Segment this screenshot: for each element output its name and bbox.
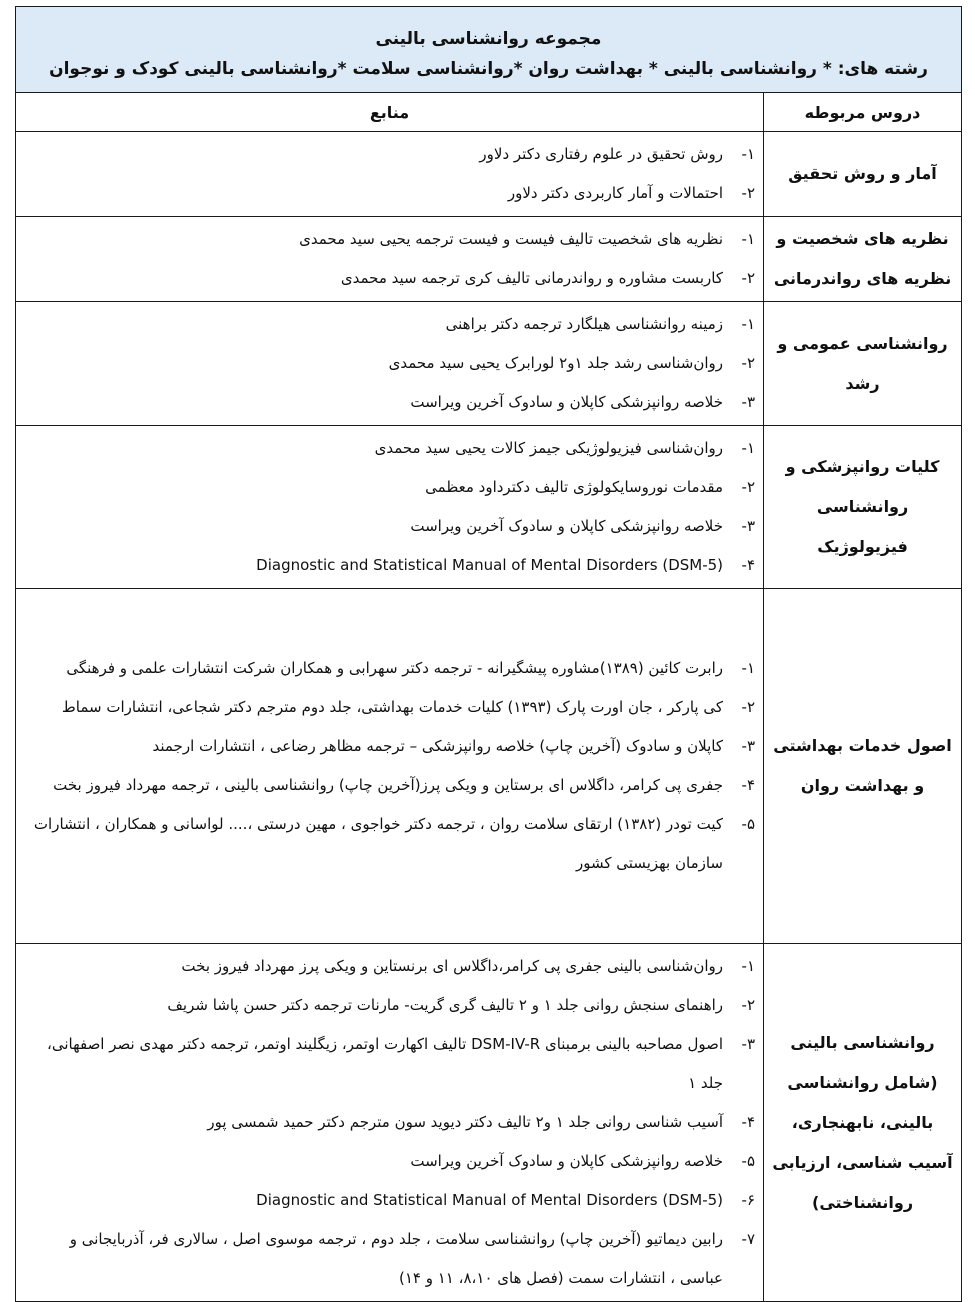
list-item — [26, 947, 755, 986]
list-item — [26, 766, 755, 805]
sources-list — [26, 135, 755, 213]
item-text: کیت تودر (۱۳۸۲) ارتقای سلامت روان ، ترجمه دکتر خواجوی ، مهین درستی ،.... لواسانی و همکاران ، انتشارات سازمان بهزیستی کشور — [33, 815, 724, 872]
list-item — [26, 468, 755, 507]
list-item — [26, 688, 755, 727]
course-name: کلیات روانپزشکی و روانشناسی فیزیولوژیک — [764, 426, 962, 589]
sources-cell — [16, 944, 764, 1302]
sources-cell — [16, 132, 764, 217]
item-text: روان‌شناسی بالینی جفری پی کرامر،داگلاس ای برنستاین و ویکی پرز مهرداد فیروز بخت — [181, 957, 724, 975]
item-number: ۱- — [741, 145, 756, 163]
table-row — [16, 944, 962, 1302]
item-number: ۳- — [741, 737, 756, 755]
list-item — [26, 986, 755, 1025]
item-number: ۷- — [741, 1230, 756, 1248]
sources-cell — [16, 302, 764, 426]
list-item — [26, 344, 755, 383]
sources-cell — [16, 426, 764, 589]
item-text: زمینه روانشناسی هیلگارد ترجمه دکتر براهنی — [445, 315, 724, 333]
item-text: کاپلان و سادوک (آخرین چاپ) خلاصه روانپزشکی – ترجمه مظاهر رضاعی ، انتشارات ارجمند — [152, 737, 724, 755]
list-item — [26, 135, 755, 174]
table-title: مجموعه روانشناسی بالینی — [375, 28, 602, 49]
column-header-courses: دروس مربوطه — [764, 93, 962, 132]
item-text: رابین دیماتیو (آخرین چاپ) روانشناسی سلامت ، جلد دوم ، ترجمه موسوی اصل ، سالاری فر، آذربایجانی و عباسی ، انتشارات سمت (فصل های ۸،۱۰، ۱۱ و ۱۴) — [69, 1230, 724, 1287]
item-text: Diagnostic and Statistical Manual of Mental Disorders (DSM-5) — [256, 1191, 724, 1209]
item-text: روان‌شناسی فیزیولوژیکی جیمز کالات یحیی سید محمدی — [374, 439, 724, 457]
item-text: راهنمای سنجش روانی جلد ۱ و ۲ تالیف گری گریت- مارنات ترجمه دکتر حسن پاشا شریف — [167, 996, 724, 1014]
item-text: خلاصه روانپزشکی کاپلان و سادوک آخرین ویراست — [410, 393, 724, 411]
list-item — [26, 507, 755, 546]
column-header-row — [16, 93, 962, 132]
list-item — [26, 1181, 755, 1220]
item-text: خلاصه روانپزشکی کاپلان و سادوک آخرین ویراست — [410, 517, 724, 535]
list-item — [26, 383, 755, 422]
item-number: ۱- — [741, 439, 756, 457]
item-number: ۱- — [741, 230, 756, 248]
list-item — [26, 174, 755, 213]
list-item — [26, 1025, 755, 1103]
item-text: روش تحقیق در علوم رفتاری دکتر دلاور — [479, 145, 724, 163]
item-number: ۴- — [741, 556, 756, 574]
sources-cell — [16, 217, 764, 302]
table-header-row — [16, 7, 962, 93]
list-item — [26, 220, 755, 259]
list-item — [26, 727, 755, 766]
course-name: روانشناسی عمومی و رشد — [764, 302, 962, 426]
item-text: مقدمات نوروسایکولوژی تالیف دکترداود معظمی — [425, 478, 724, 496]
item-number: ۲- — [741, 269, 756, 287]
sources-list — [26, 305, 755, 422]
item-text: روان‌شناسی رشد جلد ۱و۲ لورابرک یحیی سید محمدی — [388, 354, 724, 372]
sources-list — [26, 220, 755, 298]
list-item — [26, 546, 755, 585]
item-text: رابرت کائین (۱۳۸۹)مشاوره پیشگیرانه - ترجمه دکتر سهرابی و همکاران شرکت انتشارات علمی و فرهنگی — [66, 659, 724, 677]
item-text: نظریه های شخصیت تالیف فیست و فیست ترجمه یحیی سید محمدی — [299, 230, 724, 248]
sources-list — [26, 947, 755, 1298]
list-item — [26, 259, 755, 298]
item-number: ۳- — [741, 393, 756, 411]
table-row — [16, 302, 962, 426]
item-number: ۴- — [741, 1113, 756, 1131]
item-number: ۴- — [741, 776, 756, 794]
item-number: ۱- — [741, 659, 756, 677]
item-text: کاربست مشاوره و رواندرمانی تالیف کری ترجمه سید محمدی — [340, 269, 724, 287]
item-number: ۶- — [741, 1191, 756, 1209]
table-subtitle: رشته های: * روانشناسی بالینی * بهداشت روان *روانشناسی سلامت *روانشناسی بالینی کودک و نوجوان — [49, 58, 928, 79]
column-header-sources: منابع — [16, 93, 764, 132]
list-item — [26, 1220, 755, 1298]
item-text: اصول مصاحبه بالینی برمبنای DSM-IV-R تالیف اکهارت اوتمر، زیگلیند اوتمر، ترجمه دکتر مهدی نصر اصفهانی، جلد ۱ — [46, 1035, 724, 1092]
item-text: کی پارکر ، جان اورت پارک (۱۳۹۳) کلیات خدمات بهداشتی، جلد دوم مترجم دکتر شجاعی، انتشارات سماط — [61, 698, 724, 716]
table-row — [16, 217, 962, 302]
list-item — [26, 805, 755, 883]
course-name: روانشناسی بالینی (شامل روانشناسی بالینی، نابهنجاری، آسیب شناسی، ارزیابی روانشناختی) — [764, 944, 962, 1302]
item-text: جفری پی کرامر، داگلاس ای برستاین و ویکی پرز(آخرین چاپ) روانشناسی بالینی ، ترجمه مهرداد فیروز بخت — [53, 776, 724, 794]
table-row — [16, 589, 962, 944]
list-item — [26, 1103, 755, 1142]
sources-cell — [16, 589, 764, 944]
item-number: ۲- — [741, 184, 756, 202]
item-text: احتمالات و آمار کاربردی دکتر دلاور — [507, 184, 724, 202]
item-text: آسیب شناسی روانی جلد ۱ و۲ تالیف دکتر دیوید سون مترجم دکتر حمید شمسی پور — [207, 1113, 724, 1131]
item-number: ۳- — [741, 1035, 756, 1053]
item-text: خلاصه روانپزشکی کاپلان و سادوک آخرین ویراست — [410, 1152, 724, 1170]
item-number: ۲- — [741, 698, 756, 716]
sources-list — [26, 429, 755, 585]
item-number: ۵- — [741, 815, 756, 833]
item-number: ۱- — [741, 315, 756, 333]
table-row — [16, 132, 962, 217]
item-number: ۲- — [741, 996, 756, 1014]
course-name: نظریه های شخصیت و نظریه های رواندرمانی — [764, 217, 962, 302]
table-title-cell — [16, 7, 962, 93]
list-item — [26, 305, 755, 344]
course-name: آمار و روش تحقیق — [764, 132, 962, 217]
list-item — [26, 649, 755, 688]
item-number: ۵- — [741, 1152, 756, 1170]
item-number: ۱- — [741, 957, 756, 975]
table-row — [16, 426, 962, 589]
item-number: ۲- — [741, 478, 756, 496]
item-number: ۳- — [741, 517, 756, 535]
course-name: اصول خدمات بهداشتی و بهداشت روان — [764, 589, 962, 944]
sources-list — [26, 649, 755, 883]
item-number: ۲- — [741, 354, 756, 372]
item-text: Diagnostic and Statistical Manual of Mental Disorders (DSM-5) — [256, 556, 724, 574]
curriculum-table — [15, 6, 962, 1302]
list-item — [26, 1142, 755, 1181]
list-item — [26, 429, 755, 468]
